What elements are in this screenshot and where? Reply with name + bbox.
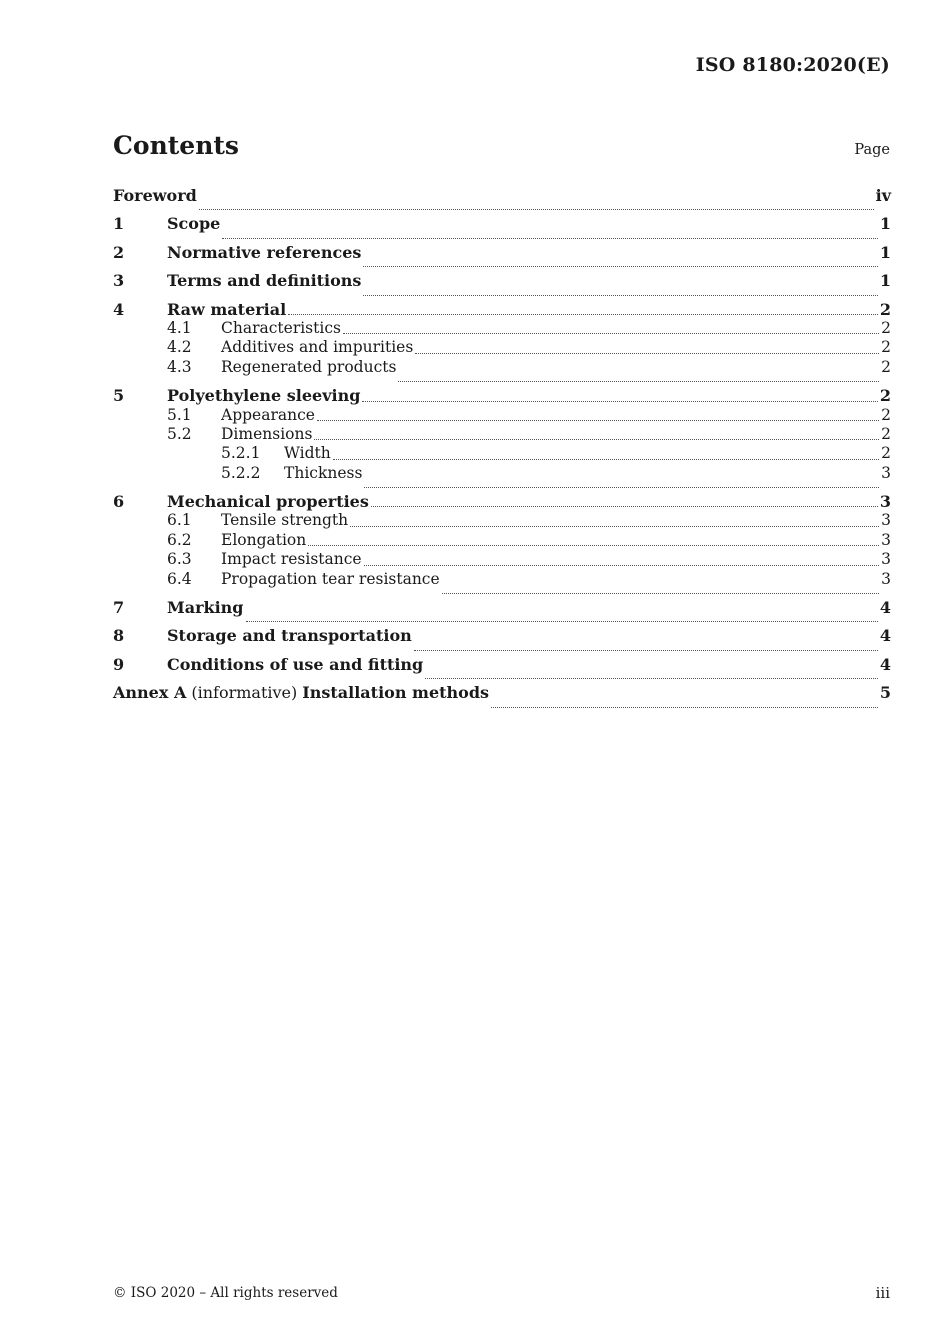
toc-number: 1 bbox=[113, 214, 125, 234]
copyright-notice: © ISO 2020 – All rights reserved bbox=[113, 1285, 338, 1301]
toc-entry-5-2-2[interactable] bbox=[113, 464, 891, 492]
toc-number: 7 bbox=[113, 598, 125, 618]
dot-leader bbox=[491, 706, 878, 708]
toc-number: 5 bbox=[113, 386, 125, 406]
toc-entry-6[interactable] bbox=[113, 492, 891, 511]
toc-number: 4 bbox=[113, 299, 125, 319]
toc-entry-annex-a[interactable] bbox=[113, 683, 891, 711]
toc-number: 6.2 bbox=[167, 530, 192, 549]
dot-leader bbox=[371, 505, 878, 507]
toc-title: Regenerated products bbox=[221, 357, 397, 376]
toc-entry-6-3[interactable] bbox=[113, 550, 891, 569]
toc-number: 5.2.2 bbox=[221, 463, 261, 482]
toc-number: 5.2 bbox=[167, 424, 192, 443]
dot-leader bbox=[222, 237, 878, 239]
toc-number: 9 bbox=[113, 654, 125, 674]
toc-number: 6.4 bbox=[167, 569, 192, 588]
toc-entry-6-1[interactable] bbox=[113, 511, 891, 530]
toc-title: Raw material bbox=[167, 299, 287, 319]
toc-entry-5-2-1[interactable] bbox=[113, 444, 891, 463]
dot-leader bbox=[363, 265, 877, 267]
toc-title: Elongation bbox=[221, 530, 307, 549]
toc-entry-3[interactable] bbox=[113, 271, 891, 299]
toc-title: Normative references bbox=[167, 242, 362, 262]
toc-title: Storage and transportation bbox=[167, 626, 412, 646]
toc-entry-6-2[interactable] bbox=[113, 531, 891, 550]
dot-leader bbox=[199, 208, 874, 210]
toc-page: 4 bbox=[879, 654, 891, 674]
toc-title: Dimensions bbox=[221, 424, 313, 443]
toc-title: Foreword bbox=[113, 186, 197, 205]
toc-number: 6.3 bbox=[167, 550, 192, 569]
toc-number: 4.2 bbox=[167, 338, 192, 357]
toc-title: Scope bbox=[167, 214, 221, 234]
table-of-contents bbox=[113, 186, 891, 712]
toc-number: 6 bbox=[113, 492, 125, 512]
toc-entry-4-3[interactable] bbox=[113, 358, 891, 386]
toc-page: 2 bbox=[881, 338, 891, 357]
toc-entry-1[interactable] bbox=[113, 214, 891, 242]
toc-page: 5 bbox=[879, 683, 891, 703]
toc-page: 4 bbox=[879, 626, 891, 646]
toc-entry-5-2[interactable] bbox=[113, 425, 891, 444]
toc-entry-4-2[interactable] bbox=[113, 338, 891, 357]
toc-number: 6.1 bbox=[167, 511, 192, 530]
dot-leader bbox=[442, 592, 879, 594]
toc-number: 4.3 bbox=[167, 357, 192, 376]
dot-leader bbox=[363, 294, 877, 296]
dot-leader bbox=[362, 400, 877, 402]
toc-title: Thickness bbox=[284, 463, 363, 482]
toc-page: 1 bbox=[879, 214, 891, 234]
toc-annex-prefix: Annex A bbox=[113, 683, 187, 703]
dot-leader bbox=[350, 525, 879, 527]
page-column-label: Page bbox=[854, 142, 890, 158]
toc-title: Conditions of use and fitting bbox=[167, 654, 424, 674]
toc-title: Installation methods bbox=[302, 683, 490, 703]
toc-title: Polyethylene sleeving bbox=[167, 386, 361, 406]
toc-number: 2 bbox=[113, 242, 125, 262]
dot-leader bbox=[414, 649, 878, 651]
toc-title: Width bbox=[284, 444, 331, 463]
toc-title: Marking bbox=[167, 598, 244, 618]
toc-entry-5-1[interactable] bbox=[113, 406, 891, 425]
toc-page: 1 bbox=[879, 242, 891, 262]
toc-page: 1 bbox=[879, 271, 891, 291]
toc-entry-6-4[interactable] bbox=[113, 570, 891, 598]
toc-entry-4-1[interactable] bbox=[113, 319, 891, 338]
toc-page: 2 bbox=[881, 424, 891, 443]
contents-title: Contents bbox=[113, 131, 240, 160]
toc-entry-2[interactable] bbox=[113, 243, 891, 271]
toc-entry-4[interactable] bbox=[113, 300, 891, 319]
dot-leader bbox=[288, 313, 878, 315]
toc-entry-7[interactable] bbox=[113, 598, 891, 626]
toc-page: 3 bbox=[881, 530, 891, 549]
toc-number: 5.1 bbox=[167, 405, 192, 424]
toc-title: Tensile strength bbox=[221, 511, 349, 530]
toc-page: 2 bbox=[881, 405, 891, 424]
toc-entry-9[interactable] bbox=[113, 655, 891, 683]
dot-leader bbox=[415, 352, 879, 354]
toc-title: Characteristics bbox=[221, 318, 341, 337]
toc-page: 2 bbox=[881, 444, 891, 463]
toc-entry-5[interactable] bbox=[113, 386, 891, 405]
toc-page: 3 bbox=[881, 569, 891, 588]
toc-number: 8 bbox=[113, 626, 125, 646]
dot-leader bbox=[308, 544, 879, 546]
toc-page: 2 bbox=[879, 386, 891, 406]
toc-title: Additives and impurities bbox=[221, 338, 414, 357]
toc-page: 4 bbox=[879, 598, 891, 618]
dot-leader bbox=[364, 486, 879, 488]
toc-page: 3 bbox=[881, 550, 891, 569]
toc-annex-note: (informative) bbox=[191, 683, 298, 703]
toc-title: Mechanical properties bbox=[167, 492, 369, 512]
toc-page: 3 bbox=[881, 511, 891, 530]
toc-number: 3 bbox=[113, 271, 125, 291]
toc-title: Terms and definitions bbox=[167, 271, 362, 291]
toc-entry-8[interactable] bbox=[113, 626, 891, 654]
toc-number: 4.1 bbox=[167, 318, 192, 337]
page-number: iii bbox=[875, 1284, 890, 1302]
document-code: ISO 8180:2020(E) bbox=[695, 54, 890, 76]
dot-leader bbox=[333, 458, 879, 460]
toc-page: 2 bbox=[881, 318, 891, 337]
toc-title: Appearance bbox=[221, 405, 315, 424]
toc-number: 5.2.1 bbox=[221, 444, 261, 463]
dot-leader bbox=[398, 380, 879, 382]
dot-leader bbox=[425, 677, 878, 679]
toc-page: 3 bbox=[881, 463, 891, 482]
toc-page: iv bbox=[875, 186, 891, 205]
dot-leader bbox=[343, 332, 879, 334]
dot-leader bbox=[317, 419, 879, 421]
toc-page: 2 bbox=[881, 357, 891, 376]
toc-entry-foreword[interactable] bbox=[113, 186, 891, 214]
toc-title: Propagation tear resistance bbox=[221, 569, 440, 588]
dot-leader bbox=[314, 438, 879, 440]
toc-page: 2 bbox=[879, 299, 891, 319]
toc-page: 3 bbox=[879, 492, 891, 512]
dot-leader bbox=[364, 564, 880, 566]
toc-title: Impact resistance bbox=[221, 550, 362, 569]
dot-leader bbox=[246, 620, 878, 622]
